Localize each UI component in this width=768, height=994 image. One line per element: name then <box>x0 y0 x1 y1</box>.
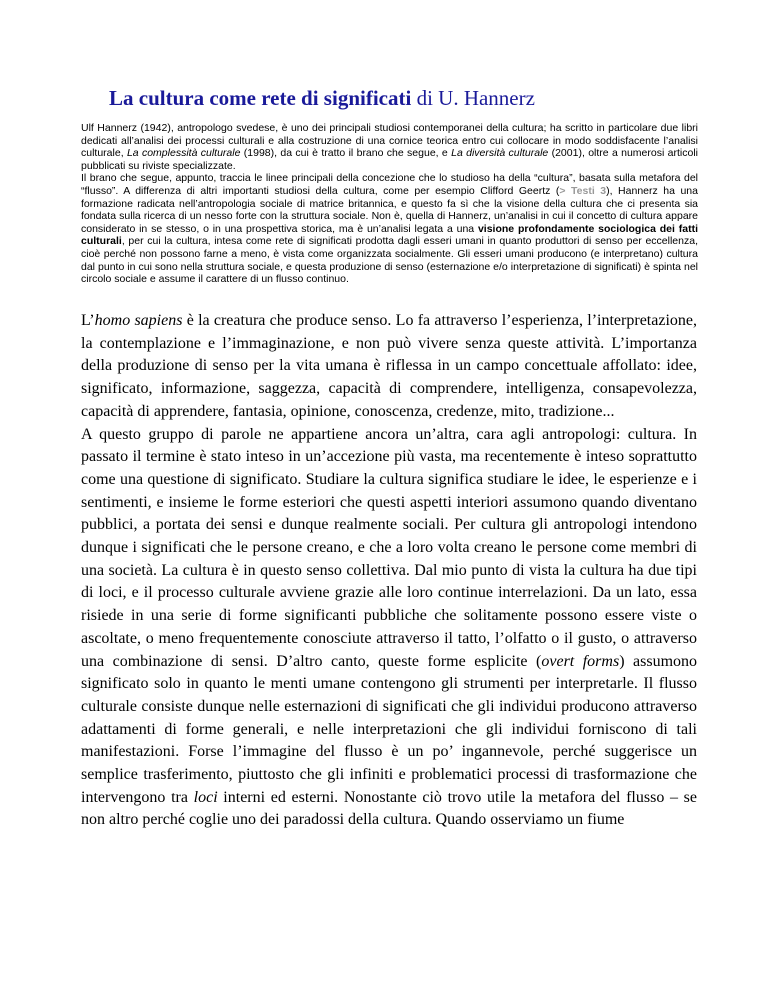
book-title: La diversità culturale <box>451 147 549 160</box>
body-text: L’ <box>81 312 95 329</box>
body-paragraph <box>81 310 697 424</box>
book-title: La complessità culturale <box>126 147 241 160</box>
body-text: interni ed esterni. Nonostante ciò trovo utile la metafora del flusso – se non altro perché coglie uno dei paradossi della cultura. Quando osserviamo un fiume <box>81 788 697 829</box>
intro-text: Il brano che segue, appunto, traccia le linee principali della concezione che lo studioso ha della “cultura”, basata sulla metafora del “flusso”. A differenza di altri importanti studiosi della cultura, come per esempio Clifford Geertz ( <box>81 172 698 197</box>
emphasis-text: visione profondamente sociologica dei fatti culturali <box>81 222 698 248</box>
intro-text: ), Hannerz ha una formazione radicata nell’antropologia sociale di matrice britannica, e questo fa sì che la visione della cultura che ci presenta sia fondata sulla ricerca di un nesso forte con la struttura sociale. Non è, quella di Hannerz, un’analisi in cui il concetto di cultura appare considerato in se stesso, o in una prospettiva storica, ma è un’analisi legata a una <box>81 184 698 235</box>
italic-term: homo sapiens <box>94 312 183 329</box>
body-text: è la creatura che produce senso. Lo fa attraverso l’esperienza, l’interpretazione, la contemplazione e l’immaginazione, e non può vivere senza queste attività. L’importanza della produzione di senso per la vita umana è riflessa in un campo concettuale affollato: idee, significato, informazione, saggezza, capacità di comprendere, intelligenza, consapevolezza, capacità di apprendere, fantasia, opinione, conoscenza, credenze, mito, tradizione... <box>81 312 697 420</box>
intro-text: (2001), oltre a numerosi articoli pubblicati su riviste specializzate. <box>81 147 698 172</box>
page-title <box>109 84 729 112</box>
body-text: A questo gruppo di parole ne appartiene ancora un’altra, cara agli antropologi: cultura. In passato il termine è stato inteso in un’accezione più vasta, ma recentemente è inteso soprattutto come una questione di significato. Studiare la cultura significa studiare le idee, le esperienze e i sentimenti, e insieme le forme esteriori che questi aspetti interiori assumono quando diventano pubblici, a portata dei sensi e dunque realmente sociali. Per cultura gli antropologi intendono dunque i significati che le persone creano, e che a loro volta creano le persone come membri di una società. La cultura è in questo senso collettiva. Dal mio punto di vista la cultura ha due tipi di loci, e il processo culturale avviene grazie alle loro continue interrelazioni. Da un lato, essa risiede in una serie di forme significanti pubbliche che solitamente possono essere viste o ascoltate, o meno frequentemente conosciute attraverso il tatto, l’olfatto o il gusto, o attraverso una combinazione di sensi. D’altro canto, queste forme esplicite ( <box>81 425 697 670</box>
intro-text: , per cui la cultura, intesa come rete di significati prodotta dagli esseri umani in quanto produttori di senso per eccellenza, cioè perché non possono farne a meno, è vista come organizzata socialmente. Gli esseri umani producono (e interpretano) cultura dal punto in cui sono nella struttura sociale, e questa produzione di senso (esternazione e/o interpretazione di significati) è spinta nel circolo sociale e assume il carattere di un flusso continuo. <box>81 235 698 286</box>
intro-text: Ulf Hannerz (1942), antropologo svedese, è uno dei principali studiosi contemporanei della cultura; ha scritto in particolare due libri dedicati all’analisi dei processi culturali e alla costruzione di una cornice teorica entro cui collocare in modo soddisfacente l’analisi culturale, <box>81 122 698 160</box>
cross-reference-link[interactable]: > Testi 3 <box>559 184 607 197</box>
intro-section <box>81 122 698 286</box>
title-main: La cultura come rete di significati <box>109 86 412 110</box>
italic-term: loci <box>193 788 218 806</box>
intro-paragraph <box>81 172 698 285</box>
title-author: di U. Hannerz <box>411 86 535 110</box>
body-paragraph <box>81 424 697 833</box>
italic-term: overt forms <box>541 652 620 670</box>
body-text: ) assumono significato solo in quanto le menti umane contengono gli strumenti per interpretarle. Il flusso culturale consiste dunque nelle esternazioni di significati che gli individui producono attraverso adattamenti di forme generali, e nelle interpretazioni che gli individui forniscono di tali manifestazioni. Forse l’immagine del flusso è un po’ ingannevole, perché suggerisce un semplice trasferimento, piuttosto che gli infiniti e problematici processi di trasformazione che intervengono tra <box>81 652 698 806</box>
intro-paragraph <box>81 122 698 172</box>
main-text <box>81 310 697 832</box>
intro-text: (1998), da cui è tratto il brano che segue, e <box>240 147 452 160</box>
